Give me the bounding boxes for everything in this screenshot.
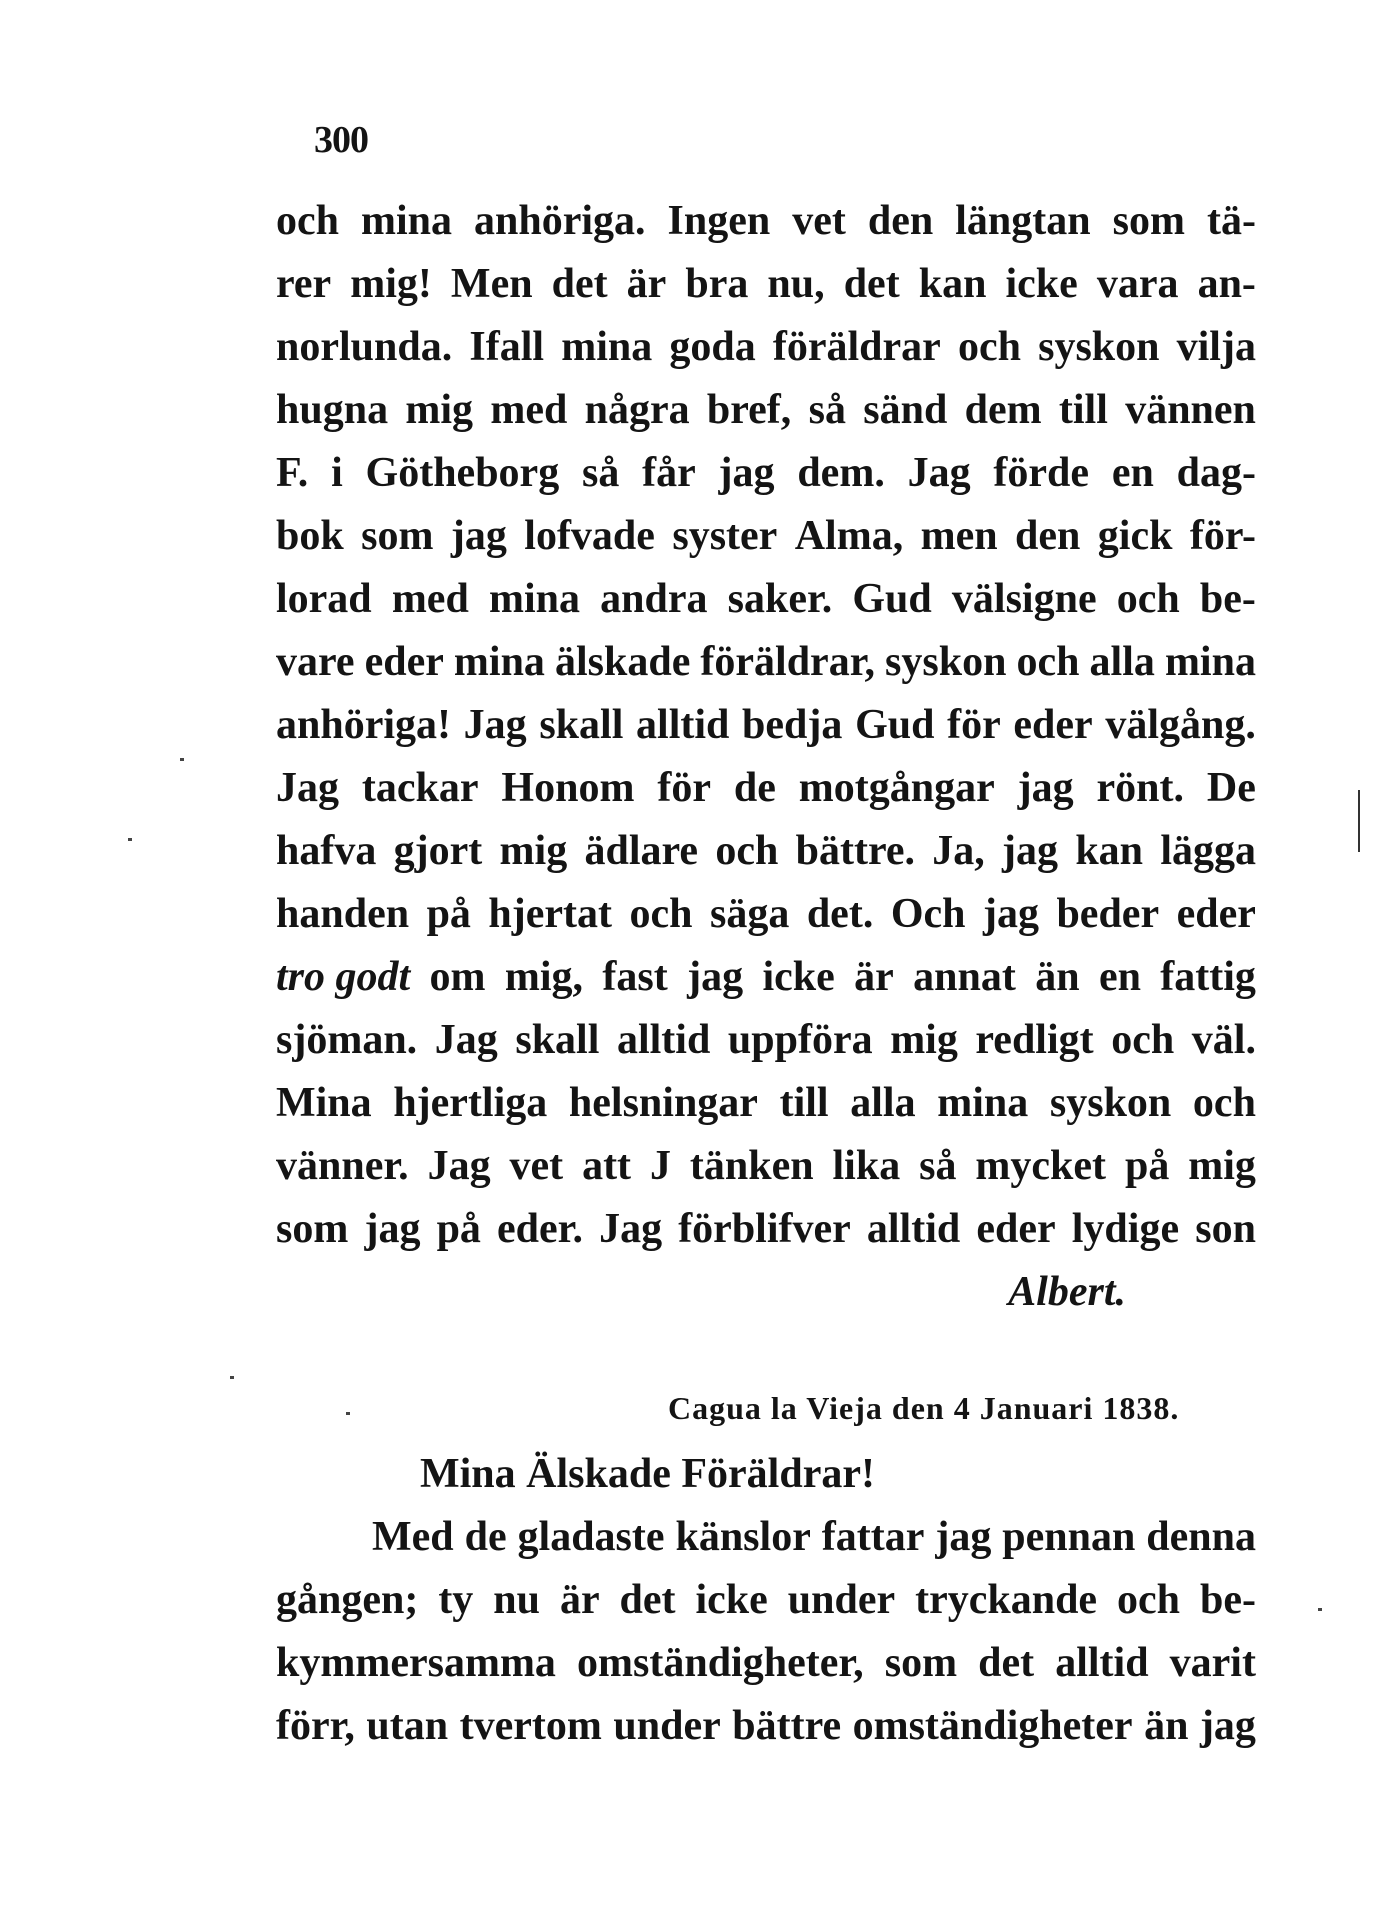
word: och xyxy=(1111,1017,1175,1063)
word: är xyxy=(854,954,894,1000)
word: omständigheter, xyxy=(577,1640,864,1686)
word: på xyxy=(436,1206,481,1252)
word: vet xyxy=(792,198,846,244)
word: syskon xyxy=(885,639,1007,685)
word: Mina xyxy=(276,1080,372,1126)
word: nu, xyxy=(767,261,825,307)
word: son xyxy=(1195,1206,1256,1252)
word: handen xyxy=(276,891,410,937)
word: Jag xyxy=(434,1017,498,1063)
word: några xyxy=(584,387,690,433)
word: på xyxy=(1124,1143,1170,1189)
word: hafva xyxy=(276,828,377,874)
word: kymmersamma xyxy=(276,1640,556,1686)
word: bok xyxy=(276,513,344,559)
word: dem. xyxy=(797,450,885,496)
word: känslor xyxy=(675,1514,811,1560)
word: skall xyxy=(539,702,624,748)
word: gjort xyxy=(393,828,483,874)
word: det. xyxy=(806,891,874,937)
word: alltid xyxy=(636,702,730,748)
word: mig! xyxy=(350,261,432,307)
word: De xyxy=(1206,765,1256,811)
text-line xyxy=(276,1072,1256,1135)
word: be- xyxy=(1199,1577,1256,1623)
word: mig xyxy=(1188,1143,1256,1189)
text-line xyxy=(276,631,1256,694)
word: att xyxy=(582,1143,632,1189)
word: Ingen xyxy=(667,198,771,244)
word: eder xyxy=(1013,702,1093,748)
word: mina xyxy=(561,324,653,370)
speck xyxy=(1318,1608,1322,1611)
word: vänner. xyxy=(276,1143,409,1189)
page-number: 300 xyxy=(314,119,368,161)
word: i xyxy=(331,450,343,496)
word: alla xyxy=(1089,639,1155,685)
word: tvertom xyxy=(459,1703,602,1749)
word: syster xyxy=(672,513,778,559)
text-line xyxy=(276,379,1256,442)
text-line xyxy=(276,442,1256,505)
dateline: Cagua la Vieja den 4 Januari 1838. xyxy=(668,1390,1180,1426)
word: längtan xyxy=(955,198,1091,244)
word: det xyxy=(843,261,900,307)
word: som xyxy=(884,1640,958,1686)
word: fattar xyxy=(821,1514,925,1560)
word: tänken xyxy=(689,1143,814,1189)
word: tä- xyxy=(1206,198,1256,244)
word: nu xyxy=(493,1577,540,1623)
word: jag xyxy=(1002,828,1059,874)
word: Med xyxy=(372,1514,454,1560)
word: jag xyxy=(1017,765,1074,811)
word: mina xyxy=(1164,639,1256,685)
word: goda xyxy=(669,324,756,370)
word: så xyxy=(808,387,846,433)
word: icke xyxy=(695,1577,768,1623)
word: kan xyxy=(918,261,987,307)
word: andra xyxy=(600,576,708,622)
word: Men xyxy=(450,261,533,307)
word: för xyxy=(657,765,711,811)
signature-line xyxy=(276,1261,1256,1324)
letter-body xyxy=(276,190,1256,1261)
word: bättre. xyxy=(795,828,915,874)
text-line xyxy=(276,694,1256,757)
word: välgång. xyxy=(1105,702,1256,748)
word: gladaste xyxy=(517,1514,665,1560)
word: hjertat xyxy=(488,891,613,937)
word: bref, xyxy=(706,387,792,433)
text-line xyxy=(276,757,1256,820)
word: annat xyxy=(913,954,1016,1000)
word: jag xyxy=(935,1514,992,1560)
word: vilja xyxy=(1176,324,1256,370)
text-line xyxy=(276,505,1256,568)
word: tackar xyxy=(361,765,479,811)
word: som xyxy=(1112,198,1185,244)
word: syskon xyxy=(1049,1080,1172,1126)
word: helsningar xyxy=(568,1080,758,1126)
speck xyxy=(180,758,184,761)
word: fattig xyxy=(1160,954,1256,1000)
word: kan xyxy=(1075,828,1144,874)
word: är xyxy=(559,1577,600,1623)
word: och xyxy=(715,828,779,874)
word: mig, xyxy=(504,954,584,1000)
word: Jag xyxy=(907,450,971,496)
word: fast xyxy=(602,954,668,1000)
word: de xyxy=(464,1514,507,1560)
word: och xyxy=(1016,639,1080,685)
word: omständigheter xyxy=(852,1703,1133,1749)
word: Och xyxy=(890,891,966,937)
text-line xyxy=(276,946,1256,1009)
text-line xyxy=(276,568,1256,631)
text-line xyxy=(276,820,1256,883)
text-line xyxy=(276,1695,1256,1758)
word: för- xyxy=(1189,513,1256,559)
word: Gud xyxy=(852,576,932,622)
word: bra xyxy=(685,261,749,307)
word: älskade xyxy=(554,639,691,685)
word: med xyxy=(490,387,568,433)
word: föräldrar xyxy=(772,324,941,370)
word: förde xyxy=(993,450,1090,496)
word: varit xyxy=(1169,1640,1256,1686)
word: lägga xyxy=(1160,828,1256,874)
word: lofvade xyxy=(524,513,655,559)
word: tro godt xyxy=(276,954,411,1000)
word: uppföra xyxy=(727,1017,873,1063)
salutation: Mina Älskade Föräldrar! xyxy=(420,1451,875,1497)
word: Ja, xyxy=(932,828,985,874)
word: hjertliga xyxy=(393,1080,548,1126)
word: dem xyxy=(964,387,1042,433)
word: anhöriga. xyxy=(474,198,646,244)
word: an- xyxy=(1197,261,1256,307)
word: till xyxy=(1058,387,1108,433)
word: väl. xyxy=(1191,1017,1256,1063)
word: de xyxy=(733,765,776,811)
word: vännen xyxy=(1125,387,1256,433)
word: och xyxy=(1192,1080,1256,1126)
word: den xyxy=(1015,513,1081,559)
word: lika xyxy=(832,1143,901,1189)
word: säga xyxy=(709,891,790,937)
word: beder xyxy=(1056,891,1160,937)
word: rönt. xyxy=(1096,765,1185,811)
word: alla xyxy=(850,1080,916,1126)
word: till xyxy=(779,1080,829,1126)
second-letter-body xyxy=(276,1506,1256,1758)
word: ty xyxy=(438,1577,474,1623)
word: Jag xyxy=(276,765,339,811)
word: dag- xyxy=(1176,450,1256,496)
word: vet xyxy=(509,1143,564,1189)
word: under xyxy=(613,1703,721,1749)
word: förr, xyxy=(276,1703,355,1749)
word: vara xyxy=(1096,261,1179,307)
word: mycket xyxy=(975,1143,1107,1189)
text-line xyxy=(276,883,1256,946)
word: det xyxy=(619,1577,676,1623)
word: mina xyxy=(937,1080,1029,1126)
word: mina xyxy=(361,198,453,244)
word: så xyxy=(919,1143,957,1189)
word: den xyxy=(867,198,934,244)
word: föräldrar, xyxy=(700,639,875,685)
text-line xyxy=(276,316,1256,379)
word: eder xyxy=(1176,891,1256,937)
word: än xyxy=(1035,954,1080,1000)
text-line xyxy=(276,1506,1256,1569)
word: med xyxy=(391,576,469,622)
word: så xyxy=(581,450,620,496)
word: Jag xyxy=(599,1206,663,1252)
word: utan xyxy=(366,1703,449,1749)
word: eder. xyxy=(497,1206,583,1252)
word: som xyxy=(276,1206,349,1252)
word: Honom xyxy=(501,765,635,811)
word: en xyxy=(1098,954,1141,1000)
word: eder xyxy=(364,639,444,685)
word: om xyxy=(429,954,486,1000)
word: bedja xyxy=(742,702,843,748)
word: det xyxy=(551,261,608,307)
word: Gud xyxy=(855,702,935,748)
word: jag xyxy=(718,450,775,496)
word: be- xyxy=(1199,576,1256,622)
word: alltid xyxy=(616,1017,711,1063)
word: men xyxy=(920,513,998,559)
word: lorad xyxy=(276,576,372,622)
speck xyxy=(230,1376,234,1379)
word: bättre xyxy=(732,1703,842,1749)
word: alltid xyxy=(1055,1640,1149,1686)
text-line xyxy=(276,253,1256,316)
word: ädlare xyxy=(584,828,699,874)
word: mig xyxy=(405,387,474,433)
word: sjöman. xyxy=(276,1017,418,1063)
word: Jag xyxy=(463,702,527,748)
word: icke xyxy=(762,954,835,1000)
word: mina xyxy=(488,576,580,622)
word: anhöriga! xyxy=(276,702,452,748)
word: pennan xyxy=(1002,1514,1136,1560)
word: och xyxy=(957,324,1021,370)
word: jag xyxy=(364,1206,421,1252)
word: för xyxy=(947,702,1001,748)
word: tryckande xyxy=(915,1577,1098,1623)
word: saker. xyxy=(727,576,833,622)
word: lydige xyxy=(1071,1206,1180,1252)
word: jag xyxy=(982,891,1039,937)
word: syskon xyxy=(1038,324,1160,370)
word: hugna xyxy=(276,387,389,433)
word: och xyxy=(276,198,339,244)
word: under xyxy=(787,1577,896,1623)
signature: Albert. xyxy=(1008,1269,1126,1315)
text-line xyxy=(276,1135,1256,1198)
word: rer xyxy=(276,261,332,307)
word: en xyxy=(1111,450,1154,496)
word: får xyxy=(642,450,696,496)
word: eder xyxy=(976,1206,1056,1252)
word: motgångar xyxy=(798,765,995,811)
speck xyxy=(128,838,132,841)
word: och xyxy=(629,891,693,937)
word: mina xyxy=(453,639,545,685)
word: icke xyxy=(1005,261,1078,307)
word: mig xyxy=(890,1017,958,1063)
text-line xyxy=(276,1198,1256,1261)
word: som xyxy=(361,513,434,559)
word: förblifver xyxy=(678,1206,851,1252)
word: Alma, xyxy=(794,513,904,559)
word: det xyxy=(978,1640,1035,1686)
word: jag xyxy=(1199,1703,1256,1749)
word: välsigne xyxy=(951,576,1097,622)
word: Götheborg xyxy=(365,450,560,496)
speck xyxy=(346,1412,350,1415)
margin-mark xyxy=(1358,790,1360,852)
word: F. xyxy=(276,450,309,496)
word: denna xyxy=(1146,1514,1256,1560)
text-line xyxy=(276,190,1256,253)
word: J xyxy=(649,1143,671,1189)
word: skall xyxy=(515,1017,600,1063)
text-line xyxy=(276,1569,1256,1632)
word: än xyxy=(1144,1703,1189,1749)
word: Ifall xyxy=(469,324,545,370)
text-line xyxy=(276,1009,1256,1072)
word: är xyxy=(626,261,667,307)
word: alltid xyxy=(866,1206,961,1252)
word: på xyxy=(426,891,471,937)
word: jag xyxy=(687,954,744,1000)
word: redligt xyxy=(975,1017,1094,1063)
word: gick xyxy=(1097,513,1173,559)
word: vare xyxy=(276,639,355,685)
word: norlunda. xyxy=(276,324,453,370)
word: Jag xyxy=(427,1143,491,1189)
word: och xyxy=(1117,1577,1181,1623)
word: och xyxy=(1116,576,1180,622)
text-line xyxy=(276,1632,1256,1695)
word: jag xyxy=(450,513,507,559)
word: mig xyxy=(499,828,568,874)
word: sänd xyxy=(863,387,948,433)
word: gången; xyxy=(276,1577,419,1623)
